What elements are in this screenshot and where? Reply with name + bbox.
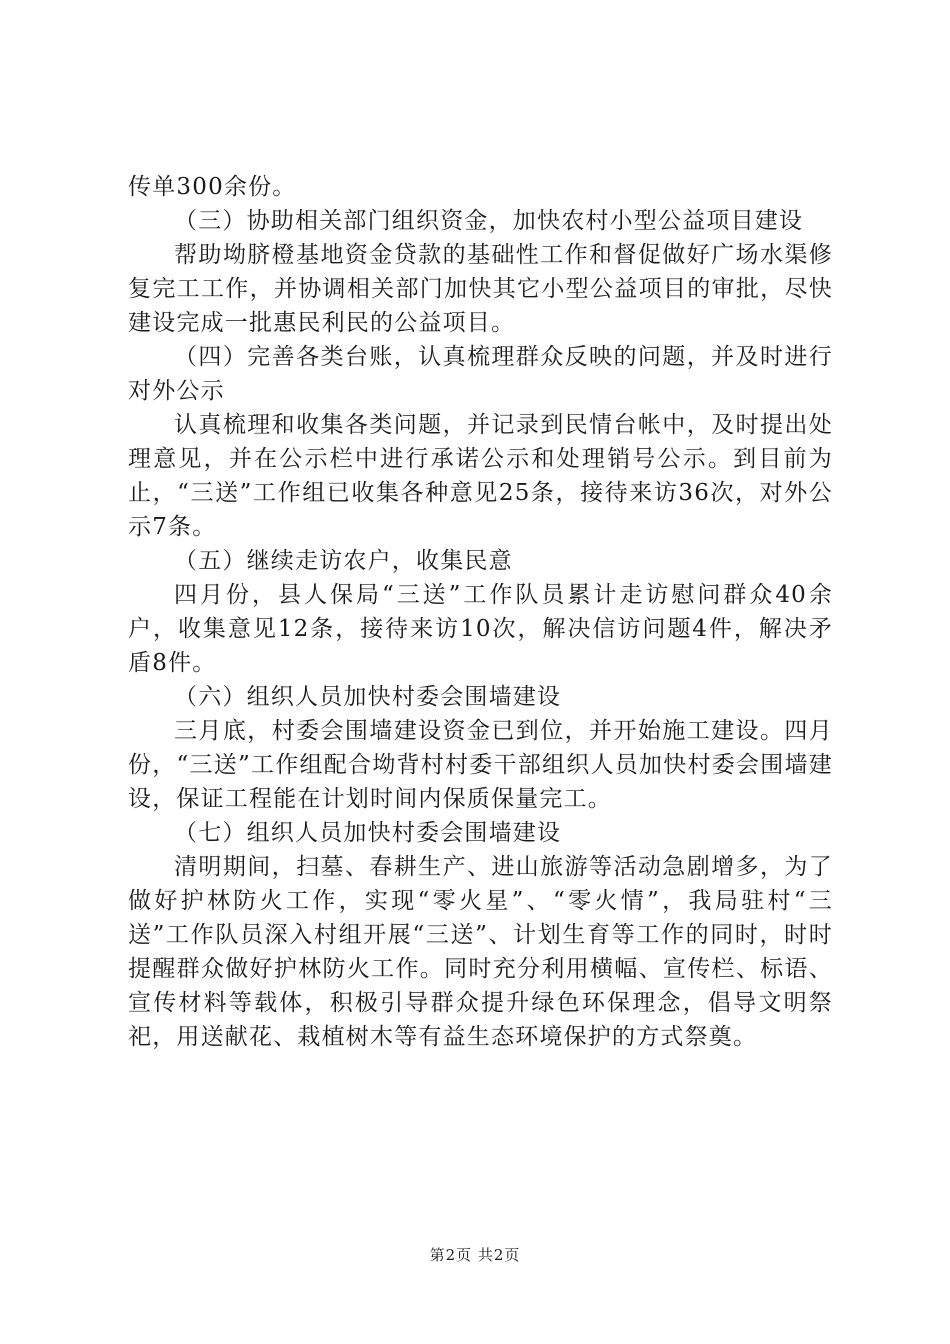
paragraph: 认真梳理和收集各类问题，并记录到民情台帐中，及时提出处理意见，并在公示栏中进行承诺公示和处理销号公示。到目前为止，“三送”工作组已收集各种意见25条，接待来访36次，对外公示7条。: [128, 412, 833, 540]
document-body: [128, 170, 833, 1054]
section-heading-4: （四）完善各类台账，认真梳理群众反映的问题，并及时进行对外公示: [128, 344, 833, 404]
section-heading-5: （五）继续走访农户，收集民意: [174, 548, 513, 574]
section-heading-7: （七）组织人员加快村委会围墙建设: [174, 820, 562, 846]
section-heading-6: （六）组织人员加快村委会围墙建设: [174, 684, 562, 710]
paragraph: 帮助坳脐橙基地资金贷款的基础性工作和督促做好广场水渠修复完工工作，并协调相关部门加快其它小型公益项目的审批，尽快建设完成一批惠民利民的公益项目。: [128, 242, 833, 336]
paragraph: 三月底，村委会围墙建设资金已到位，并开始施工建设。四月份，“三送”工作组配合坳背村村委干部组织人员加快村委会围墙建设，保证工程能在计划时间内保质保量完工。: [128, 718, 833, 812]
section-heading-3: （三）协助相关部门组织资金，加快农村小型公益项目建设: [174, 208, 804, 234]
paragraph: 四月份，县人保局“三送”工作队员累计走访慰问群众40余户，收集意见12条，接待来访10次，解决信访问题4件，解决矛盾8件。: [128, 582, 833, 676]
page-number-footer: 第2页 共2页: [429, 1246, 521, 1264]
paragraph: 清明期间，扫墓、春耕生产、进山旅游等活动急剧增多，为了做好护林防火工作，实现“零火星”、“零火情”，我局驻村“三送”工作队员深入村组开展“三送”、计划生育等工作的同时，时时提醒群众做好护林防火工作。同时充分利用横幅、宣传栏、标语、宣传材料等载体，积极引导群众提升绿色环保理念，倡导文明祭祀，用送献花、栽植树木等有益生态环境保护的方式祭奠。: [128, 854, 833, 1050]
paragraph-continuation: 传单300余份。: [128, 174, 297, 200]
